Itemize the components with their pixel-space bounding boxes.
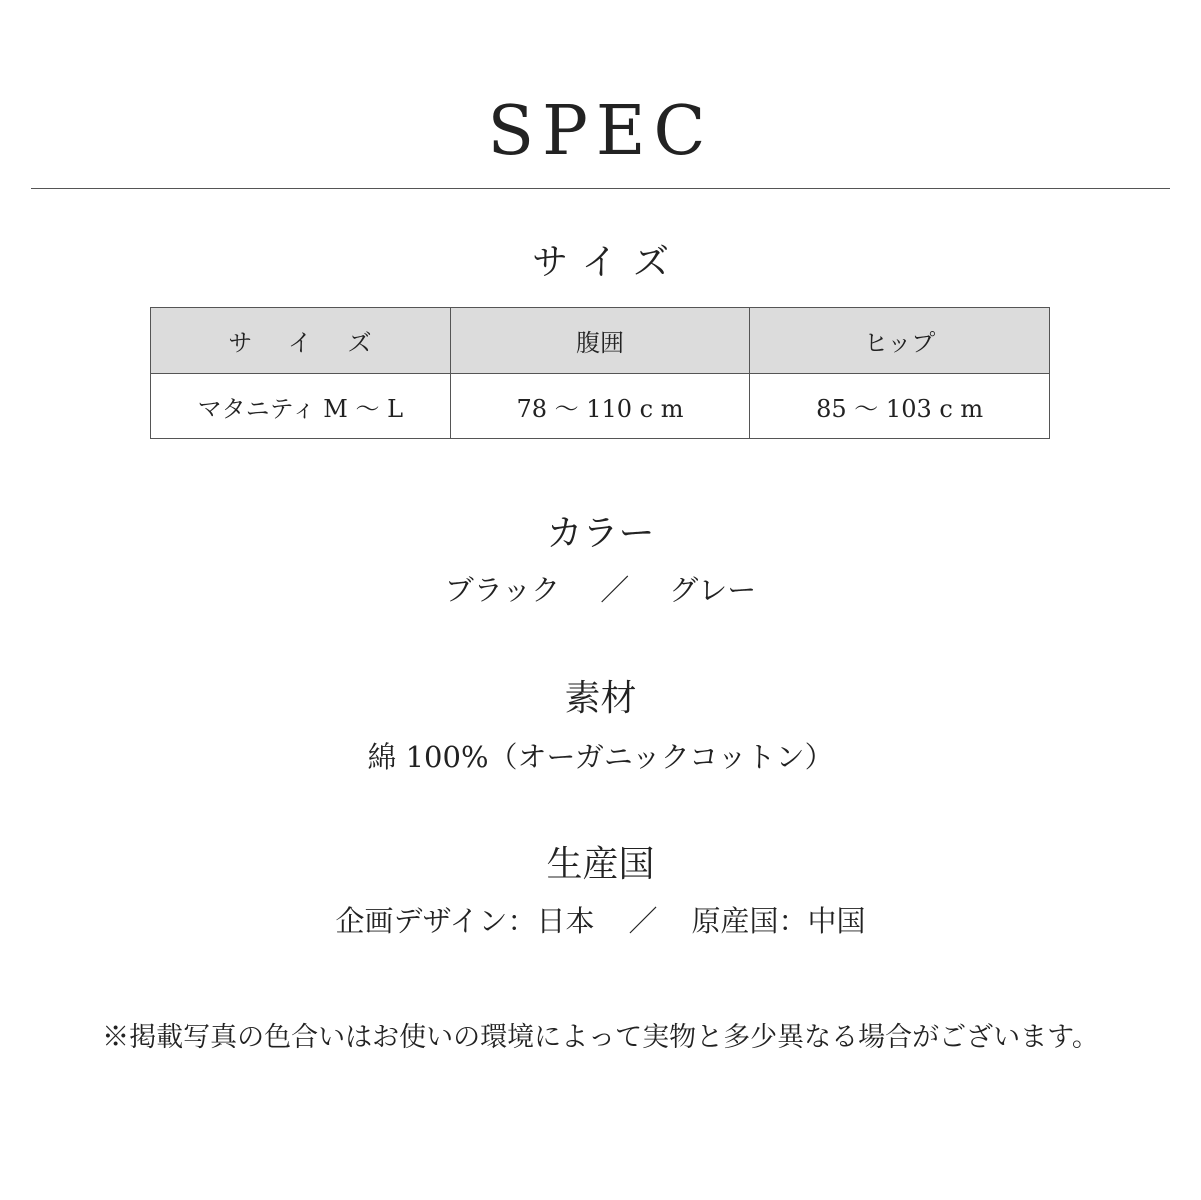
disclaimer-note: ※掲載写真の色合いはお使いの環境によって実物と多少異なる場合がございます。 — [102, 1022, 1099, 1053]
cell-size: マタニティ M 〜 L — [151, 374, 451, 439]
color-separator: ／ — [600, 573, 630, 607]
column-header-waist: 腹囲 — [450, 308, 750, 374]
material-heading: 素材 — [564, 678, 637, 719]
size-heading: サイズ — [531, 242, 686, 283]
table-header-row — [151, 308, 1050, 374]
origin-country: 原産国：中国 — [691, 904, 866, 938]
size-table — [150, 307, 1050, 439]
title-divider — [31, 188, 1170, 189]
material-value: 綿 100%（オーガニックコットン） — [367, 740, 834, 774]
origin-info — [0, 902, 1201, 940]
cell-waist: 78 〜 110 c m — [450, 374, 750, 439]
origin-separator: ／ — [628, 904, 658, 938]
color-option-gray: グレー — [669, 573, 757, 607]
design-country: 企画デザイン：日本 — [335, 904, 595, 938]
color-heading: カラー — [546, 513, 655, 554]
column-header-hip: ヒップ — [750, 308, 1050, 374]
cell-hip: 85 〜 103 c m — [750, 374, 1050, 439]
page-title: SPEC — [487, 92, 714, 171]
table-row — [151, 374, 1050, 439]
color-options — [0, 571, 1201, 609]
origin-heading: 生産国 — [546, 844, 655, 885]
column-header-size: サ イ ズ — [151, 308, 451, 374]
color-option-black: ブラック — [444, 573, 561, 607]
